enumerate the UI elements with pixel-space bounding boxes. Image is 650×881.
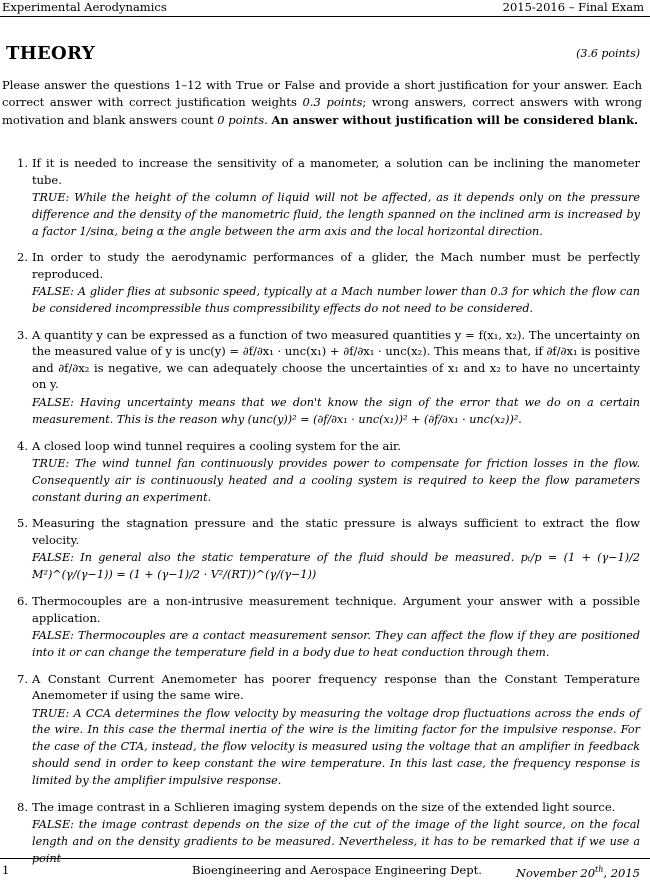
question-number: 2. — [17, 250, 28, 265]
question-number: 5. — [17, 516, 28, 531]
question-item — [18, 438, 640, 507]
question-text: In order to study the aerodynamic performances of a glider, the Mach number must be perfectly reproduced. — [32, 250, 640, 281]
section-points: (3.6 points) — [576, 47, 640, 60]
answer-text: FALSE: the image contrast depends on the size of the cut of the image of the light source, on the focal length and on the density gradients to be measured. Nevertheless, it has to be remarked that if we use a point — [32, 818, 640, 865]
answer-text: FALSE: Having uncertainty means that we don't know the sign of the error that we do on a certain measurement. This is the reason why (unc(y))² = (∂f/∂x₁ · unc(x₁))² + (∂f/∂x₁ · unc(x₂))². — [32, 395, 640, 426]
question-text: A Constant Current Anemometer has poorer frequency response than the Constant Temperature Anemometer if using the same wire. — [32, 671, 640, 703]
answer-text: TRUE: While the height of the column of liquid will not be affected, as it depends only on the pressure difference and the density of the manometric fluid, the length spanned on the inclined arm is increased by a factor 1/sinα, being α the angle between the arm axis and the local horizontal direction. — [32, 191, 640, 238]
page-footer — [0, 863, 650, 880]
footer-rule — [0, 858, 650, 859]
question-number: 7. — [17, 671, 28, 686]
instructions — [2, 77, 642, 129]
exam-date — [516, 863, 640, 880]
exam-title: 2015-2016 – Final Exam — [502, 0, 644, 14]
intro-zero: 0 points. — [217, 112, 268, 127]
section-title: THEORY — [6, 43, 95, 64]
intro-text-1: Please answer the questions 1–12 with True or False and provide a short justification for your answer. Each correct answer with correct justification weights — [2, 78, 642, 110]
question-item — [18, 327, 640, 429]
question-item — [18, 155, 640, 240]
date-text: November 20 — [515, 865, 596, 880]
question-item — [18, 515, 640, 584]
answer-text: FALSE: In general also the static temperature of the fluid should be measured. pₜ/p = (1 + (γ−1)/2 M²)^(γ/(γ−1)) = (1 + (γ−1)/2 · V²/(RT))^(γ/(γ−1)) — [32, 551, 640, 582]
question-item — [18, 593, 640, 662]
question-number: 8. — [17, 799, 28, 814]
intro-text-2: ; wrong answers, correct answers with wrong motivation and blank answers count — [2, 95, 643, 127]
question-text: Thermocouples are a non-intrusive measurement technique. Argument your answer with a possible application. — [32, 594, 640, 625]
answer-text: FALSE: Thermocouples are a contact measurement sensor. They can affect the flow if they are positioned into it or can change the temperature field in a body due to heat conduction through them. — [32, 629, 640, 659]
date-year: , 2015 — [603, 865, 640, 880]
date-suffix: th — [595, 865, 604, 874]
intro-warning: An answer without justification will be considered blank. — [271, 112, 639, 127]
answer-text: TRUE: The wind tunnel fan continuously provides power to compensate for friction losses in the flow. Consequently air is continuously heated and a cooling system is required to keep the flow parameters constant during an experiment. — [32, 457, 640, 504]
course-title: Experimental Aerodynamics — [2, 0, 167, 14]
answer-text: TRUE: A CCA determines the flow velocity by measuring the voltage drop fluctuations across the ends of the wire. In this case the thermal inertia of the wire is the limiting factor for the impulsive response. For the case of the CTA, instead, the flow velocity is measured using the voltage that an amplifier in feedback should send in order to keep constant the wire temperature. In this last case, the frequency response is limited by the amplifier impulsive response. — [32, 706, 640, 787]
intro-weight: 0.3 points — [302, 95, 363, 110]
question-text: Measuring the stagnation pressure and the static pressure is always sufficient to extract the flow velocity. — [32, 516, 640, 547]
question-text: A quantity y can be expressed as a function of two measured quantities y = f(x₁, x₂). The uncertainty on the measured value of y is unc(y) = ∂f/∂x₁ · unc(x₁) + ∂f/∂x₁ · unc(x₂). This means that, if ∂f/∂x₁ is positive and ∂f/∂x₂ is negative, we can adequately choose the uncertainties of x₁ and x₂ to have no uncertainty on y. — [32, 327, 640, 392]
question-number: 3. — [17, 327, 28, 342]
question-item — [18, 671, 640, 790]
page-number: 1 — [2, 863, 10, 877]
question-number: 4. — [17, 438, 28, 453]
question-number: 6. — [17, 594, 28, 609]
question-text: A closed loop wind tunnel requires a cooling system for the air. — [32, 438, 401, 453]
question-text: If it is needed to increase the sensitivity of a manometer, a solution can be inclining the manometer tube. — [32, 156, 640, 187]
question-text: The image contrast in a Schlieren imaging system depends on the size of the extended light source. — [32, 799, 616, 814]
answer-text: FALSE: A glider flies at subsonic speed, typically at a Mach number lower than 0.3 for which the flow can be considered incompressible thus compressibility effects do not need to be considered. — [32, 285, 640, 316]
question-item — [18, 249, 640, 318]
department: Bioengineering and Aerospace Engineering Dept. — [192, 863, 482, 877]
section-heading — [6, 43, 640, 65]
question-number: 1. — [17, 156, 28, 170]
page-header — [0, 0, 650, 14]
header-rule — [0, 16, 650, 17]
question-list — [18, 155, 640, 877]
